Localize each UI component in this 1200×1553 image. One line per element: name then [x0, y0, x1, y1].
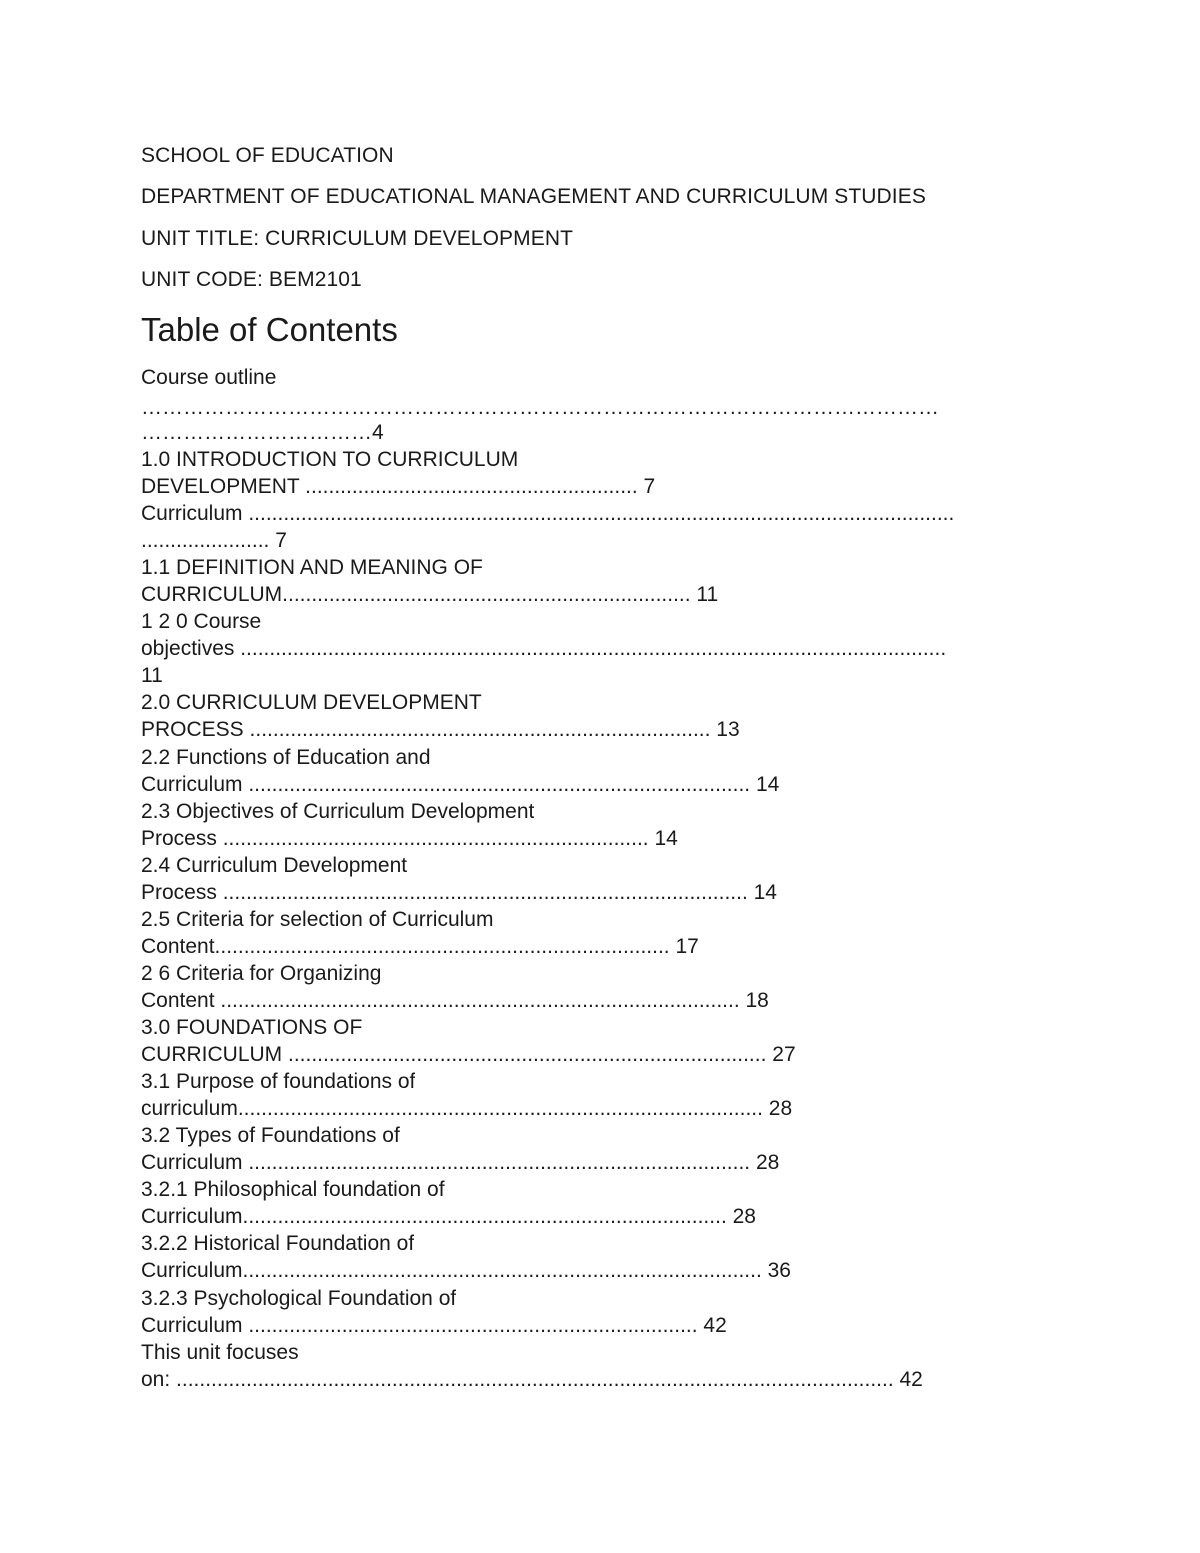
toc-line: PROCESS ............................................................................... 13 [141, 718, 740, 741]
school-name: SCHOOL OF EDUCATION [141, 144, 394, 167]
toc-line: 2.0 CURRICULUM DEVELOPMENT [141, 691, 482, 714]
toc-line: Process .......................................................................................... 14 [141, 881, 777, 904]
unit-title: UNIT TITLE: CURRICULUM DEVELOPMENT [141, 227, 574, 250]
toc-line: Curriculum................................................................................... 28 [141, 1205, 756, 1228]
toc-line: 2 6 Criteria for Organizing [141, 962, 382, 985]
toc-line: 2.3 Objectives of Curriculum Development [141, 800, 535, 823]
toc-line: Course outline [141, 366, 277, 389]
toc-line: 3.1 Purpose of foundations of [141, 1070, 416, 1093]
toc-line: 2.2 Functions of Education and [141, 746, 431, 769]
toc-line: 3.0 FOUNDATIONS OF [141, 1016, 363, 1039]
toc-line: This unit focuses [141, 1341, 299, 1364]
toc-line: 3.2.3 Psychological Foundation of [141, 1287, 457, 1310]
toc-line: Curriculum ............................................................................. 42 [141, 1314, 727, 1337]
toc-line: 3.2 Types of Foundations of [141, 1124, 400, 1147]
toc-line: 1 2 0 Course [141, 610, 262, 633]
toc-line: Process ......................................................................... 14 [141, 827, 678, 850]
toc-line: Curriculum......................................................................................... 36 [141, 1259, 791, 1282]
toc-line: ...................... 7 [141, 529, 287, 552]
toc-line: 2.4 Curriculum Development [141, 854, 408, 877]
toc-line: 1.0 INTRODUCTION TO CURRICULUM [141, 448, 519, 471]
toc-line: Curriculum ...................................................................................... 28 [141, 1151, 780, 1174]
toc-line: Curriculum ...................................................................................... 14 [141, 773, 780, 796]
toc-line: objectives ......................................................................................................................... [141, 637, 947, 660]
toc-line: on: ........................................................................................................................... 42 [141, 1368, 923, 1391]
toc-line: Curriculum ......................................................................................................................... [141, 502, 955, 525]
toc-heading: Table of Contents [141, 311, 398, 348]
toc-line: ……………………………4 [141, 421, 384, 444]
unit-code: UNIT CODE: BEM2101 [141, 268, 362, 291]
toc-line: 1.1 DEFINITION AND MEANING OF [141, 556, 483, 579]
toc-line: CURRICULUM .................................................................................. 27 [141, 1043, 796, 1066]
toc-line: …………………………………………………………………………………………………… [141, 396, 939, 419]
toc-line: 2.5 Criteria for selection of Curriculum [141, 908, 494, 931]
department-name: DEPARTMENT OF EDUCATIONAL MANAGEMENT AND CURRICULUM STUDIES [141, 185, 926, 208]
toc-line: 11 [141, 664, 163, 687]
toc-line: DEVELOPMENT ......................................................... 7 [141, 475, 656, 498]
toc-line: 3.2.2 Historical Foundation of [141, 1232, 415, 1255]
toc-line: 3.2.1 Philosophical foundation of [141, 1178, 445, 1201]
toc-line: CURRICULUM...................................................................... 11 [141, 583, 719, 606]
toc-line: curriculum.......................................................................................... 28 [141, 1097, 793, 1120]
toc-line: Content.............................................................................. 17 [141, 935, 699, 958]
toc-line: Content ......................................................................................... 18 [141, 989, 769, 1012]
